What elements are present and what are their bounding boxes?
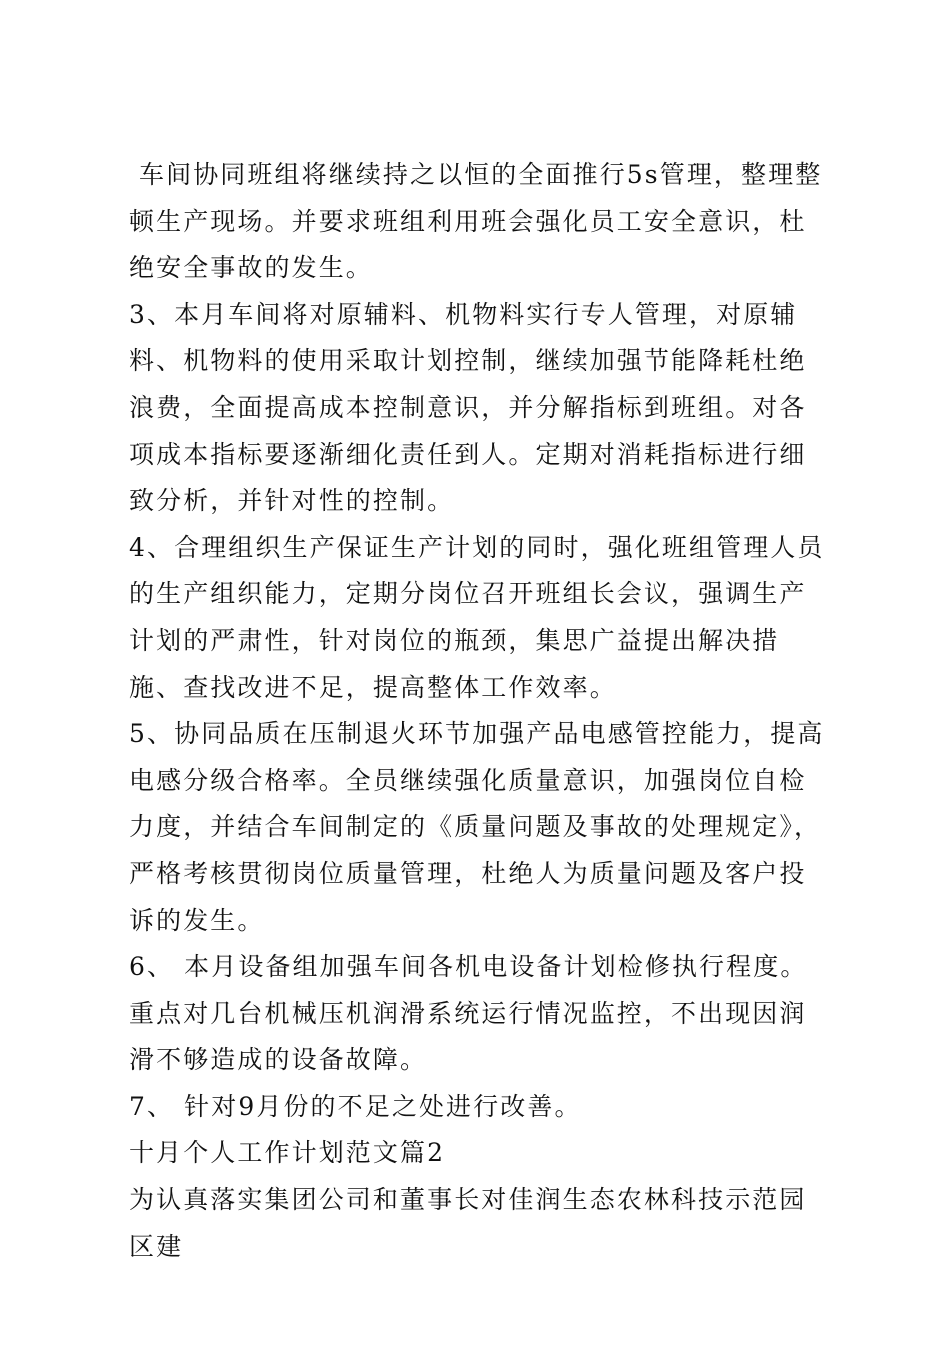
section-heading: 十月个人工作计划范文篇2 [129,1138,446,1168]
paragraph-item-5: 5、协同品质在压制退火环节加强产品电感管控能力，提高电感分级合格率。全员继续强化质量意识，加强岗位自检力度，并结合车间制定的《质量问题及事故的处理规定》，严格考核贯彻岗位质量管理，杜绝人为质量问题及客户投诉的发生。 [129,719,825,935]
paragraph-item-7: 7、 针对9月份的不足之处进行改善。 [129,1091,582,1121]
paragraph-item-3: 3、本月车间将对原辅料、机物料实行专人管理，对原辅料、机物料的使用采取计划控制，继续加强节能降耗杜绝浪费，全面提高成本控制意识，并分解指标到班组。对各项成本指标要逐渐细化责任到人。定期对消耗指标进行细致分析，并针对性的控制。 [129,299,807,516]
paragraph-intro: 为认真落实集团公司和董事长对佳润生态农林科技示范园区建 [129,1185,807,1261]
paragraph-item-6: 6、 本月设备组加强车间各机电设备计划检修执行程度。重点对几台机械压机润滑系统运行情况监控，不出现因润滑不够造成的设备故障。 [129,952,808,1075]
document-body [129,152,829,1270]
paragraph-item-4: 4、合理组织生产保证生产计划的同时，强化班组管理人员的生产组织能力，定期分岗位召开班组长会议，强调生产计划的严肃性，针对岗位的瓶颈，集思广益提出解决措施、查找改进不足，提高整体工作效率。 [129,532,825,702]
paragraph-5s-management: 车间协同班组将继续持之以恒的全面推行5s管理，整理整顿生产现场。并要求班组利用班会强化员工安全意识，杜绝安全事故的发生。 [129,160,823,283]
